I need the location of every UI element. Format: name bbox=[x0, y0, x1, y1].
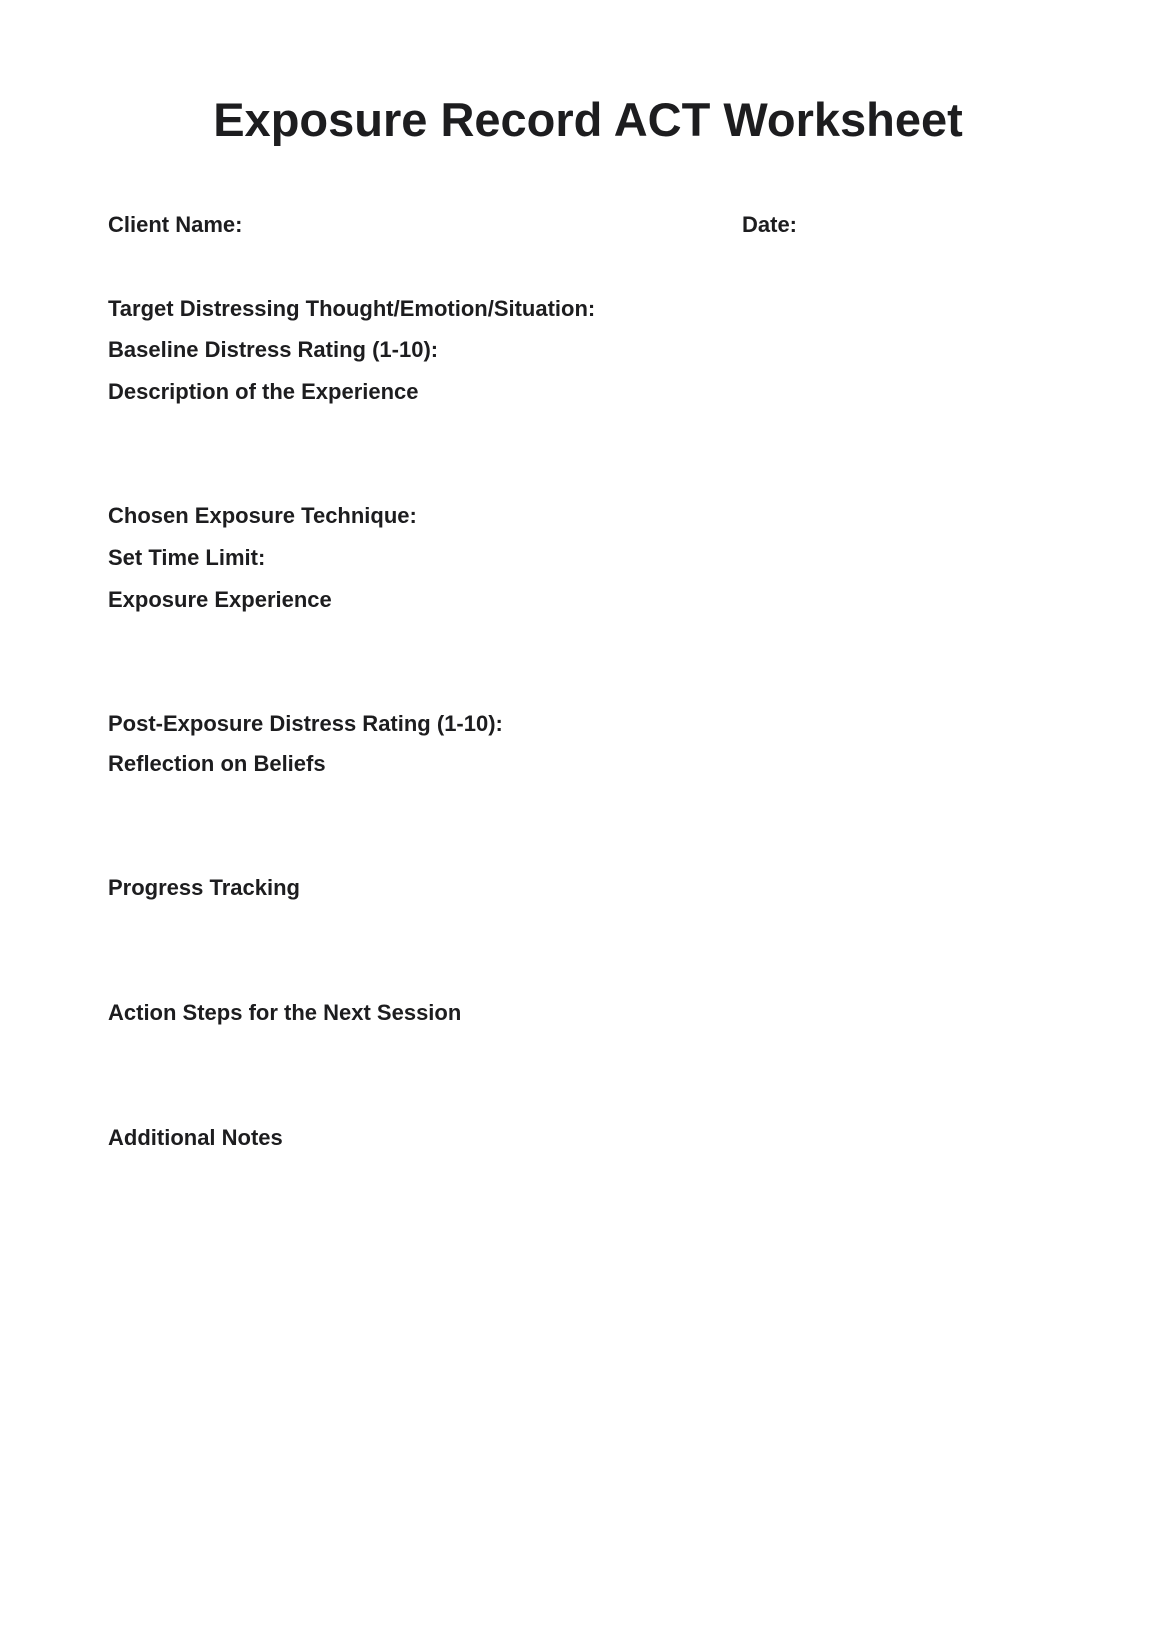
additional-notes-heading: Additional Notes bbox=[108, 1125, 283, 1150]
baseline-distress-rating-label: Baseline Distress Rating (1-10): bbox=[108, 337, 439, 362]
date-label: Date: bbox=[742, 212, 798, 237]
action-steps-heading: Action Steps for the Next Session bbox=[108, 1000, 462, 1025]
description-of-experience-heading: Description of the Experience bbox=[108, 379, 419, 404]
reflection-on-beliefs-heading: Reflection on Beliefs bbox=[108, 751, 326, 776]
chosen-exposure-technique-label: Chosen Exposure Technique: bbox=[108, 503, 417, 528]
client-name-label: Client Name: bbox=[108, 212, 243, 237]
progress-tracking-heading: Progress Tracking bbox=[108, 875, 300, 900]
target-thought-label: Target Distressing Thought/Emotion/Situation: bbox=[108, 296, 596, 321]
post-exposure-distress-rating-label: Post-Exposure Distress Rating (1-10): bbox=[108, 711, 503, 736]
page-title: Exposure Record ACT Worksheet bbox=[213, 93, 963, 146]
set-time-limit-label: Set Time Limit: bbox=[108, 545, 266, 570]
exposure-experience-heading: Exposure Experience bbox=[108, 587, 332, 612]
